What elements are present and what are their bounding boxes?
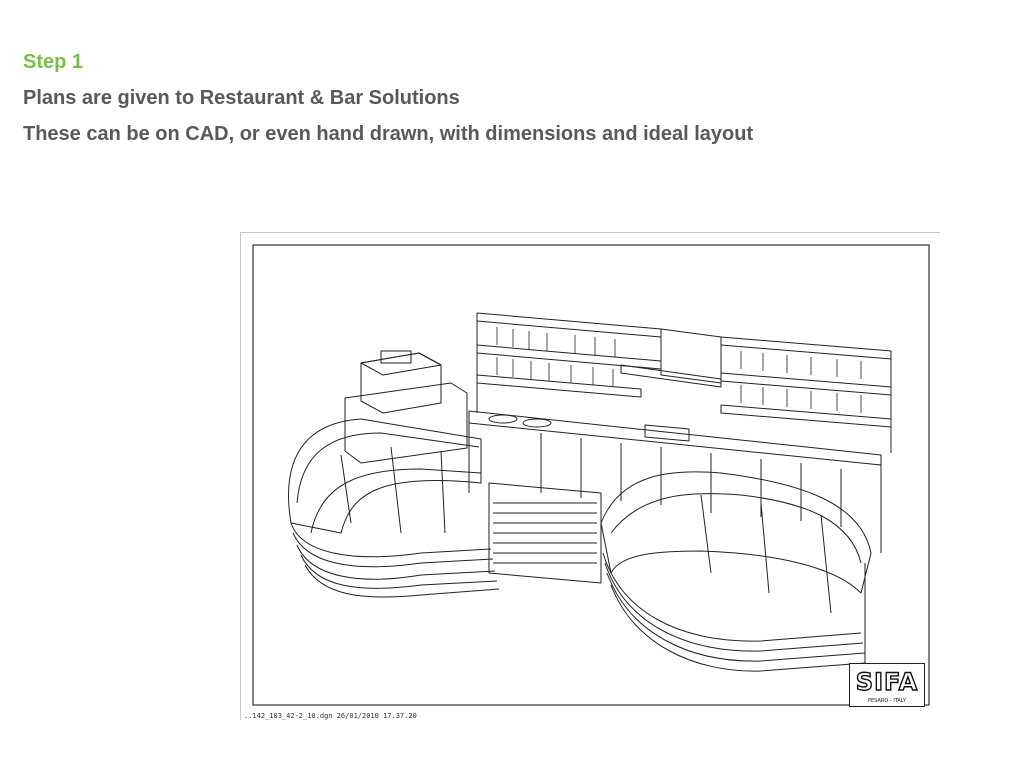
file-caption: ..142_103_42-2_10.dgn 26/01/2010 17.37.20 [244,712,417,720]
description-line-1: Plans are given to Restaurant & Bar Solutions [23,87,460,109]
step-title: Step 1 [23,51,84,73]
logo-text: SIFA [855,668,919,696]
display-case-right [601,472,871,671]
cad-drawing [240,232,940,720]
description-line-2: These can be on CAD, or even hand drawn, with dimensions and ideal layout [23,123,754,145]
sifa-logo [849,663,925,707]
bar-counter-drawing [241,233,941,721]
wall-shelves-right [721,337,891,453]
center-counter [489,483,601,583]
coffee-machine [345,351,467,463]
logo-subtitle: PESARO - ITALY [868,698,906,704]
display-case-left [289,419,499,597]
wall-shelves-left [477,313,661,413]
